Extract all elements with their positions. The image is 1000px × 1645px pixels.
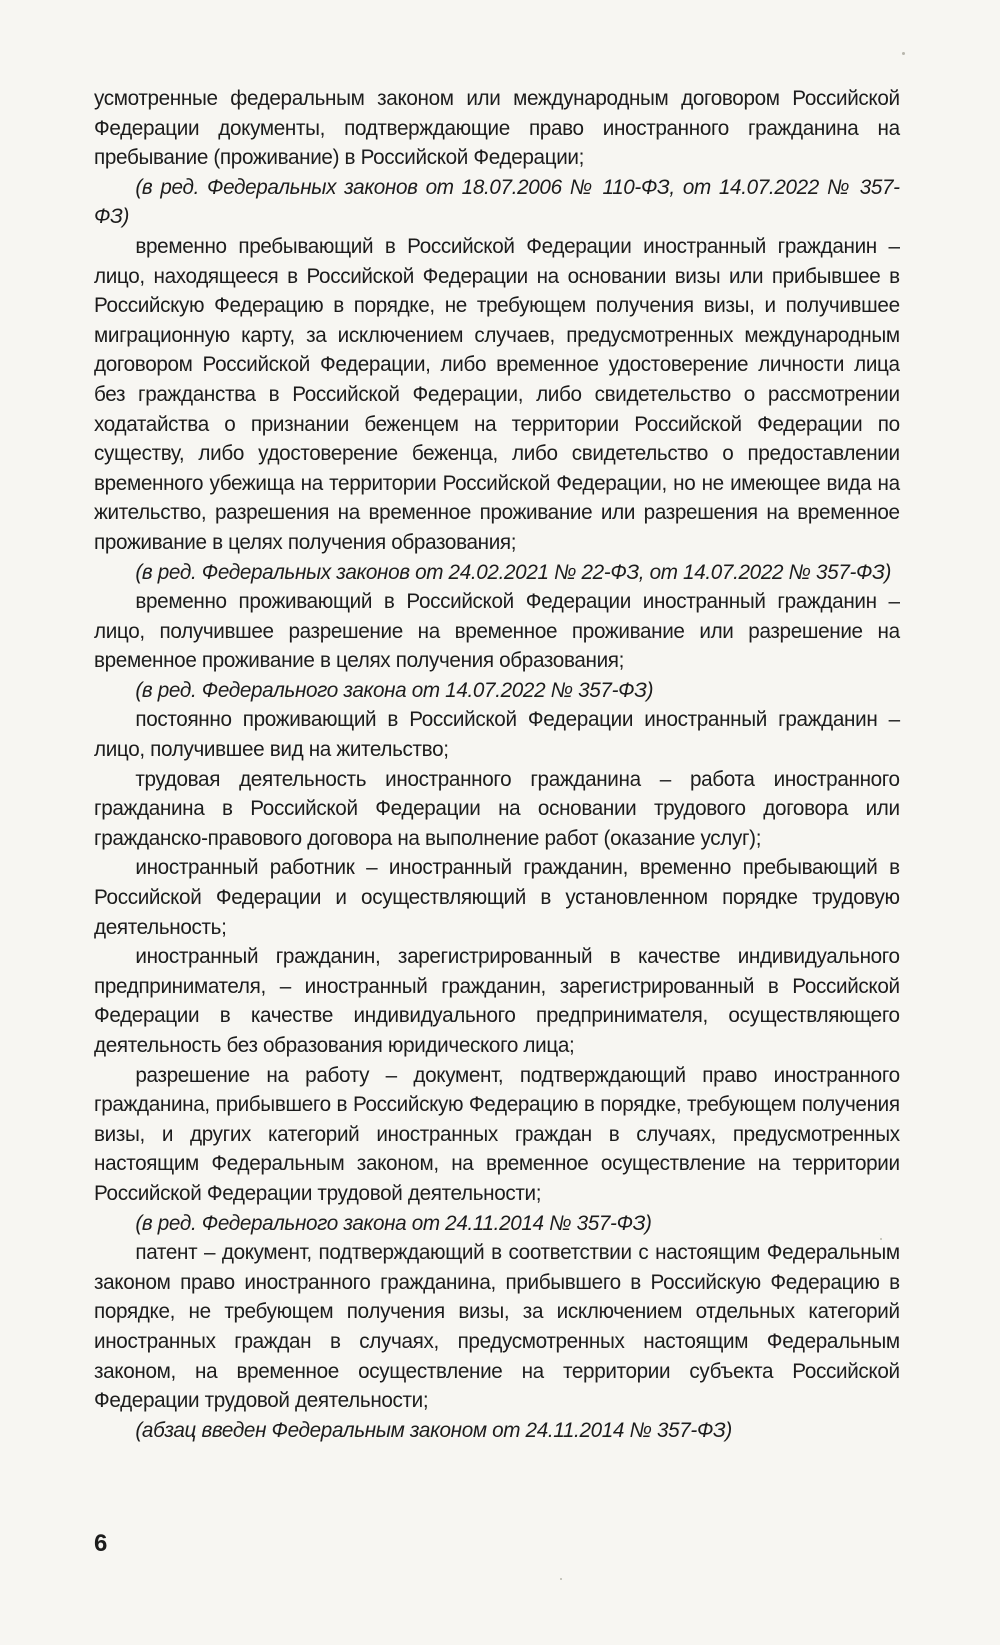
- definition-work-permit: разрешение на работу – документ, подтверждающий право иностранного гражданина, прибывшего в Российскую Федерацию в порядке, требующем получения визы, и других категорий иностранных граждан в случаях, предусмотренных настоящим Федеральным законом, на временное осуществление на территории Российской Федерации трудовой деятельности;: [94, 1063, 900, 1205]
- amendment-note: (в ред. Федерального закона от 24.11.2014 № 357-ФЗ): [135, 1211, 652, 1235]
- amendment-note: (в ред. Федерального закона от 14.07.2022 № 357-ФЗ): [135, 678, 654, 702]
- paper-speck: [880, 1238, 882, 1240]
- definition-patent: патент – документ, подтверждающий в соответствии с настоящим Федеральным законом право иностранного гражданина, прибывшего в Российскую Федерацию в порядке, не требующем получения визы, за исключением отдельных категорий иностранных граждан в случаях, предусмотренных настоящим Федеральным законом, на временное осуществление на территории субъекта Российской Федерации трудовой деятельности;: [94, 1241, 900, 1413]
- definition-foreign-worker: иностранный работник – иностранный гражданин, временно пребывающий в Российской Федерации и осуществляющий в установленном порядке трудовую деятельность;: [94, 856, 900, 939]
- page-number: 6: [94, 1530, 108, 1557]
- paper-speck: [560, 1578, 562, 1580]
- definition-temporarily-staying: временно пребывающий в Российской Федерации иностранный гражданин – лицо, находящееся в Российской Федерации на основании визы или прибывшее в Российскую Федерацию в порядке, не требующем получения визы, и получившее миграционную карту, за исключением случаев, предусмотренных международным договором Российской Федерации, либо временное удостоверение личности лица без гражданства в Российской Федерации, либо свидетельство о рассмотрении ходатайства о признании беженцем на территории Российской Федерации по существу, либо удостоверение беженца, либо свидетельство о предоставлении временного убежища на территории Российской Федерации, но не имеющее вида на жительство, разрешения на временное проживание или разрешения на временное проживание в целях получения образования;: [94, 234, 900, 554]
- amendment-note: (абзац введен Федеральным законом от 24.11.2014 № 357-ФЗ): [135, 1418, 732, 1442]
- amendment-note: (в ред. Федеральных законов от 24.02.2021 № 22-ФЗ, от 14.07.2022 № 357-ФЗ): [135, 560, 892, 584]
- amendment-note: (в ред. Федеральных законов от 18.07.2006 № 110-ФЗ, от 14.07.2022 № 357-ФЗ): [94, 175, 900, 229]
- definition-labor-activity: трудовая деятельность иностранного гражданина – работа иностранного гражданина в Российской Федерации на основании трудового договора или гражданско-правового договора на выполнение работ (оказание услуг);: [94, 767, 900, 850]
- page-body: [94, 84, 912, 1445]
- paper-speck: [902, 52, 905, 55]
- definition-entrepreneur: иностранный гражданин, зарегистрированный в качестве индивидуального предпринимателя, – иностранный гражданин, зарегистрированный в Российской Федерации в качестве индивидуального предпринимателя, осуществляющего деятельность без образования юридического лица;: [94, 945, 900, 1057]
- definition-temporarily-residing: временно проживающий в Российской Федерации иностранный гражданин – лицо, получившее разрешение на временное проживание или разрешение на временное проживание в целях получения образования;: [94, 590, 900, 673]
- paragraph-continuation: усмотренные федеральным законом или международным договором Российской Федерации документы, подтверждающие право иностранного гражданина на пребывание (проживание) в Российской Федерации;: [94, 87, 900, 170]
- definition-permanently-residing: постоянно проживающий в Российской Федерации иностранный гражданин – лицо, получившее вид на жительство;: [94, 708, 900, 762]
